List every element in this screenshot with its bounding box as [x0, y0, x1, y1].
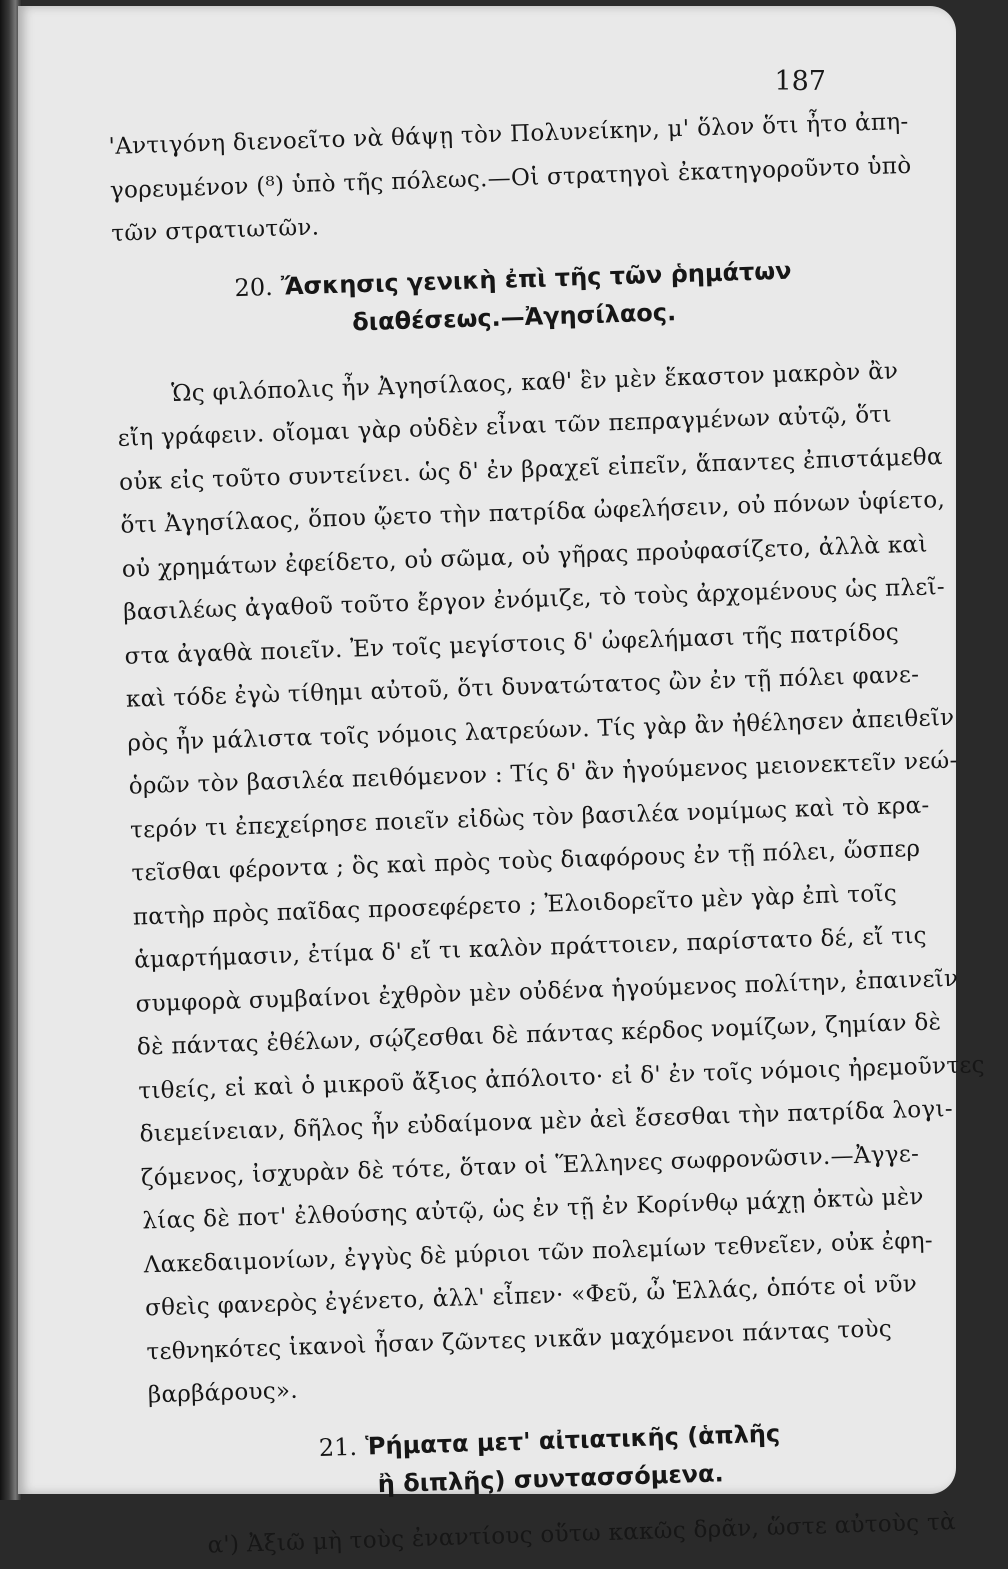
body-line: ἁμαρτήμασιν, ἐτίμα δ' εἴ τι καλὸν πράττοιεν, παρίστατο δέ, εἴ τις — [133, 922, 928, 974]
body-line: Λακεδαιμονίων, ἐγγὺς δὲ μύριοι τῶν πολεμίων τεθνεῖεν, οὐκ ἐφη- — [143, 1227, 934, 1278]
intro-line: 'Αντιγόνη διενοεῖτο νὰ θάψῃ τὸν Πολυνείκην, μ' ὅλον ὅτι ἦτο ἀπη- — [108, 108, 909, 160]
exercise-line: α') Ἀξιῶ μὴ τοὺς ἐναντίους οὕτω κακῶς δρᾶν, ὥστε αὐτοὺς τὰ — [207, 1508, 957, 1559]
body-line: εἴη γράφειν. οἴομαι γὰρ οὐδὲν εἶναι τῶν πεπραγμένων αὐτῷ, ὅτι — [117, 401, 893, 452]
body-line: βασιλέως ἀγαθοῦ τοῦτο ἔργον ἐνόμιζε, τὸ τοὺς ἀρχομένους ὡς πλεῖ- — [122, 573, 946, 626]
body-line: πατὴρ πρὸς παῖδας προσεφέρετο ; Ἐλοιδορεῖτο μὲν γὰρ ἐπὶ τοῖς — [132, 880, 898, 931]
body-line: τερόν τι ἐπεχείρησε ποιεῖν εἰδὼς τὸν βασιλέα νομίμως καὶ τὸ κρα- — [129, 792, 930, 844]
body-line: ὅτι Ἀγησίλαος, ὅπου ᾤετο τὴν πατρίδα ὠφελήσειν, οὐ πόνων ὑφίετο, — [120, 486, 946, 539]
body-line: τεῖσθαι φέροντα ; ὃς καὶ πρὸς τοὺς διαφόρους ἐν τῇ πόλει, ὥσπερ — [131, 835, 921, 887]
section-21-title-line2: ἢ διπλῆς) συντασσόμενα. — [377, 1458, 725, 1498]
body-line: τεθνηκότες ἱκανοὶ ἦσαν ζῶντες νικᾶν μαχόμενοι πάντας τοὺς — [146, 1315, 893, 1365]
page-number: 187 — [774, 66, 826, 97]
section-20-title-line1: Ἄσκησις γενικὴ ἐπὶ τῆς τῶν ῥημάτων — [280, 256, 792, 301]
intro-line: τῶν στρατιωτῶν. — [110, 214, 320, 247]
intro-line: γορευμένον (⁸) ὑπὸ τῆς πόλεως.—Οἱ στρατηγοὶ ἐκατηγοροῦντο ὑπὸ — [109, 152, 912, 204]
body-line: ὁρῶν τὸν βασιλέα πειθόμενον : Τίς δ' ἂν ἡγούμενος μειονεκτεῖν νεώ- — [128, 747, 958, 800]
body-line: οὐκ εἰς τοῦτο συντείνει. ὡς δ' ἐν βραχεῖ εἰπεῖν, ἅπαντες ἐπιστάμεθα — [118, 443, 944, 496]
body-line: λίας δὲ ποτ' ἐλθούσης αὐτῷ, ὡς ἐν τῇ ἐν Κορίνθῳ μάχῃ ὀκτὼ μὲν — [142, 1183, 925, 1235]
body-line: ρὸς ἦν μάλιστα τοῖς νόμοις λατρεύων. Τίς γὰρ ἂν ἠθέλησεν ἀπειθεῖν — [126, 704, 955, 757]
body-line: τιθείς, εἰ καὶ ὁ μικροῦ ἄξιος ἀπόλοιτο· εἰ δ' ἐν τοῖς νόμοις ἠρεμοῦντες — [137, 1051, 986, 1105]
section-21-title-line1: Ῥήματα μετ' αἰτιατικῆς (ἁπλῆς — [364, 1419, 781, 1461]
body-line: σθεὶς φανερὸς ἐγένετο, ἀλλ' εἶπεν· «Φεῦ, ὦ Ἑλλάς, ὁπότε οἱ νῦν — [144, 1271, 918, 1322]
body-line: δὲ πάντας ἐθέλων, σῴζεσθαι δὲ πάντας κέρδος νομίζων, ζημίαν δὲ — [136, 1009, 942, 1061]
body-line: βαρβάρους». — [147, 1377, 299, 1409]
page-text — [108, 101, 986, 1569]
body-line: ζόμενος, ἰσχυρὰν δὲ τότε, ὅταν οἱ Ἕλληνες σωφρονῶσιν.—Ἀγγε- — [140, 1140, 920, 1191]
body-line: Ὡς φιλόπολις ἦν Ἀγησίλαος, καθ' ἓν μὲν ἕκαστον μακρὸν ἂν — [171, 357, 899, 407]
section-20-title-line2: διαθέσεως.—Ἀγησίλαος. — [351, 297, 677, 336]
section-20-number: 20. — [234, 272, 274, 302]
body-line: συμφορὰ συμβαίνοι ἐχθρὸν μὲν οὐδένα ἡγούμενος πολίτην, ἐπαινεῖν — [135, 965, 959, 1018]
body-line: διεμείνειαν, δῆλος ἦν εὐδαίμονα μὲν ἀεὶ ἔσεσθαι τὴν πατρίδα λογι- — [139, 1095, 954, 1148]
body-line: καὶ τόδε ἐγὼ τίθημι αὐτοῦ, ὅτι δυνατώτατος ὢν ἐν τῇ πόλει φανε- — [125, 661, 920, 713]
body-line: στα ἀγαθὰ ποιεῖν. Ἐν τοῖς μεγίστοις δ' ὠφελήμασι τῆς πατρίδος — [124, 618, 900, 670]
book-page — [18, 6, 986, 1559]
body-line: οὐ χρημάτων ἐφείδετο, οὐ σῶμα, οὐ γῆρας προὐφασίζετο, ἀλλὰ καὶ — [121, 530, 928, 583]
section-21-number: 21. — [318, 1432, 358, 1462]
